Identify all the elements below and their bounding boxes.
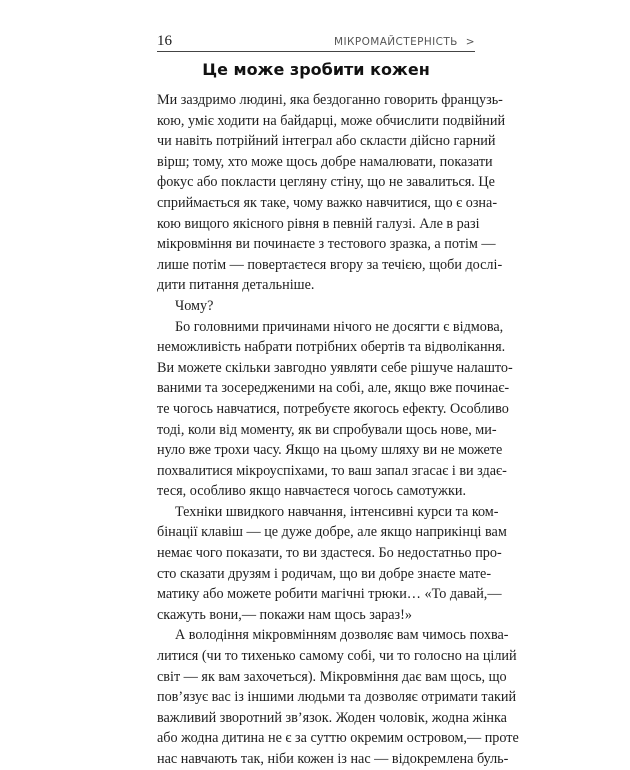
text-line: дити питання детальніше. <box>157 277 315 294</box>
text-line: вірш; тому, хто може щось добре намалювати, показати <box>157 153 493 170</box>
text-line: сто сказати друзям і родичам, що ви добре знаєте мате- <box>157 565 492 582</box>
text-line: тоді, коли від моменту, як ви спробували щось нове, ми- <box>157 421 497 438</box>
text-line: бінації клавіш — це дуже добре, але якщо наприкінці вам <box>157 524 507 541</box>
text-line: А володіння мікровмінням дозволяє вам чимось похва- <box>175 627 509 644</box>
text-line: немає чого показати, то ви здастеся. Бо недостатньо про- <box>157 545 502 562</box>
text-line: пов’язує вас із іншими людьми та дозволяє отримати такий <box>157 689 517 706</box>
text-line: неможливість набрати потрібних обертів та відволікання. <box>157 339 506 356</box>
text-line: нас навчають так, ніби кожен із нас — відокремлена буль- <box>157 751 509 767</box>
text-line: теся, особливо якщо навчаєтеся чогось самотужки. <box>157 483 467 500</box>
text-line: кою, уміє ходити на байдарці, може обчислити подвійний <box>157 112 506 129</box>
text-line: кою вищого якісного рівня в певній галузі. Але в разі <box>157 215 480 232</box>
text-line: світ — як вам захочеться). Мікровміння дає вам щось, що <box>157 668 507 685</box>
text-line: Чому? <box>175 297 214 314</box>
text-line: те чогось навчатися, потребуєте якогось ефекту. Особливо <box>157 400 509 417</box>
running-head <box>157 33 475 52</box>
text-line: нуло вже трохи часу. Якщо на цьому шляху ви не можете <box>157 442 503 459</box>
chevron-right-icon: > <box>465 36 475 48</box>
text-line: мікровміння ви починаєте з тестового зразка, а потім — <box>157 236 496 253</box>
chapter-title: Це може зробити кожен <box>202 60 430 79</box>
text-line: важливий зворотний зв’язок. Жоден чоловік, жодна жінка <box>157 709 507 726</box>
text-line: лише потім — повертаєтеся вгору за течією, щоби дослі- <box>157 256 503 273</box>
text-line: або жодна дитина не є за суттю окремим островом,— проте <box>157 730 519 747</box>
text-line: литися (чи то тихенько самому собі, чи то голосно на цілий <box>157 648 517 665</box>
text-line: матику або можете робити магічні трюки… «То давай,— <box>157 586 502 603</box>
text-line: Ви можете скільки завгодно уявляти себе рішуче налашто- <box>157 359 513 376</box>
text-line: ваними та зосередженими на собі, але, якщо вже починає- <box>157 380 510 397</box>
text-line: похвалитися мікроуспіхами, то ваш запал згасає і ви здає- <box>157 462 507 479</box>
text-line: Бо головними причинами нічого не досягти є відмова, <box>175 318 504 335</box>
text-line: чи навіть потрійний інтеграл або скласти дійсно гарний <box>157 133 496 150</box>
body-text <box>157 90 519 770</box>
text-line: Техніки швидкого навчання, інтенсивні курси та ком- <box>175 503 499 520</box>
running-title-text: МІКРОМАЙСТЕРНІСТЬ <box>334 36 458 48</box>
text-line: скажуть вони,— покажи нам щось зараз!» <box>157 606 412 623</box>
page-number: 16 <box>157 33 172 49</box>
text-line: фокус або покласти цегляну стіну, що не завалиться. Це <box>157 174 495 191</box>
text-line: Ми заздримо людині, яка бездоганно говорить французь- <box>157 92 503 108</box>
running-title <box>334 36 475 48</box>
text-line: сприймається як таке, чому важко навчитися, що є озна- <box>157 194 498 211</box>
